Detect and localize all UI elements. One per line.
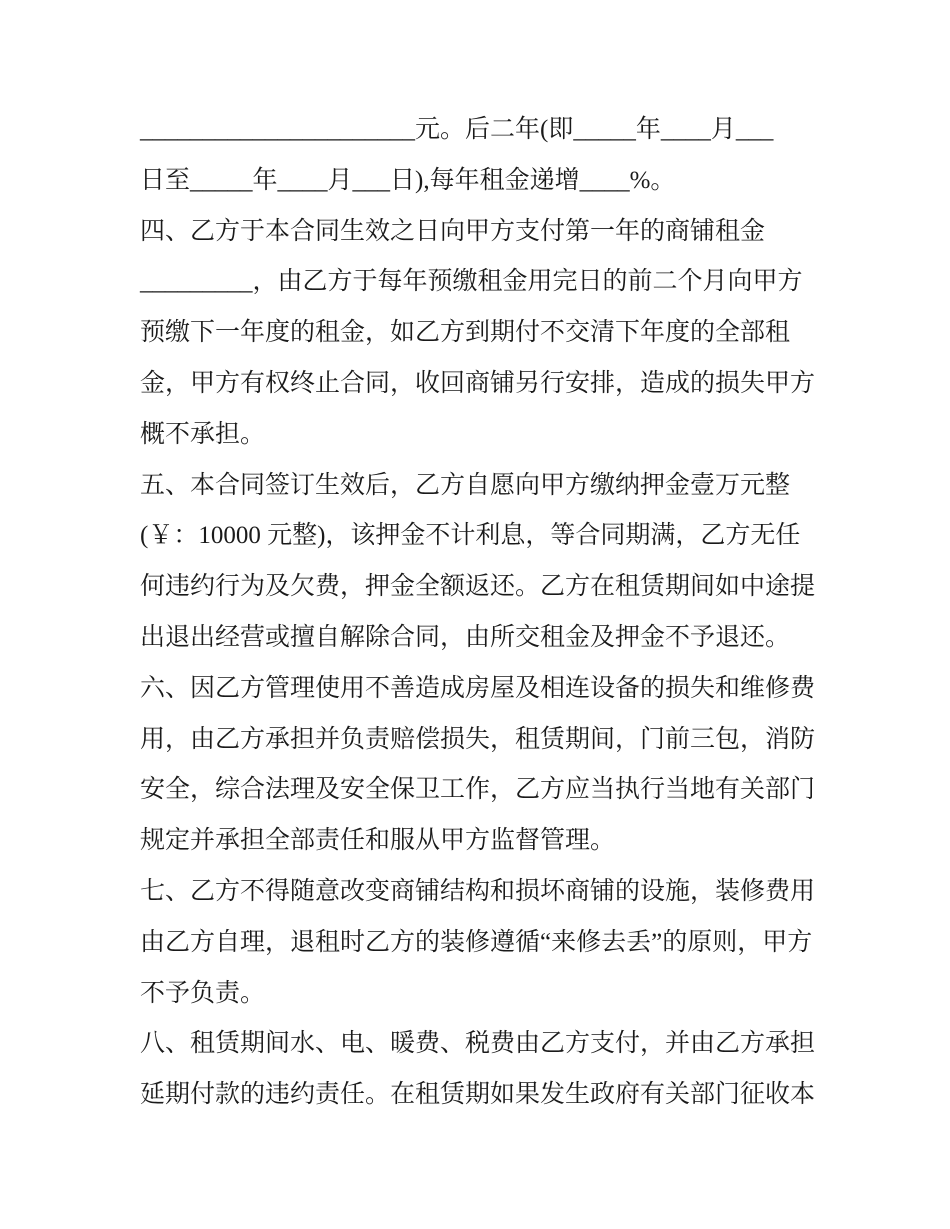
text-line: 规定并承担全部责任和服从甲方监督管理。 bbox=[140, 827, 616, 855]
text-line: ______________________元。后二年(即_____年____月___ bbox=[140, 116, 774, 143]
text-line: 出退出经营或擅自解除合同，由所交租金及押金不予退还。 bbox=[140, 623, 791, 651]
text-line: 由乙方自理，退租时乙方的装修遵循“来修去丢”的原则，甲方 bbox=[140, 928, 813, 956]
text-line: _________，由乙方于每年预缴租金用完日的前二个月向甲方 bbox=[140, 268, 803, 296]
text-line: 概不承担。 bbox=[140, 420, 266, 448]
clause-7-line: 七、乙方不得随意改变商铺结构和损坏商铺的设施，装修费用 bbox=[140, 877, 816, 905]
clause-8-line: 八、租赁期间水、电、暖费、税费由乙方支付，并由乙方承担 bbox=[140, 1030, 816, 1058]
text-line: 用，由乙方承担并负责赔偿损失，租赁期间，门前三包，消防 bbox=[140, 725, 816, 753]
clause-6-line: 六、因乙方管理使用不善造成房屋及相连设备的损失和维修费 bbox=[140, 674, 816, 702]
text-line: 日至_____年____月___日),每年租金递增____%。 bbox=[140, 166, 676, 194]
text-line: 不予负责。 bbox=[140, 979, 266, 1007]
text-line: 何违约行为及欠费，押金全额返还。乙方在租赁期间如中途提 bbox=[140, 573, 816, 601]
text-line: 预缴下一年度的租金，如乙方到期付不交清下年度的全部租 bbox=[140, 319, 791, 347]
text-line: (￥：10000 元整)，该押金不计利息，等合同期满，乙方无任 bbox=[140, 522, 801, 550]
contract-body bbox=[140, 105, 830, 1121]
clause-4-line: 四、乙方于本合同生效之日向甲方支付第一年的商铺租金 bbox=[140, 217, 766, 245]
clause-5-line: 五、本合同签订生效后，乙方自愿向甲方缴纳押金壹万元整 bbox=[140, 471, 791, 499]
text-line: 金，甲方有权终止合同，收回商铺另行安排，造成的损失甲方 bbox=[140, 369, 816, 397]
text-line: 安全，综合法理及安全保卫工作，乙方应当执行当地有关部门 bbox=[140, 776, 816, 804]
text-line: 延期付款的违约责任。在租赁期如果发生政府有关部门征收本 bbox=[140, 1081, 816, 1109]
